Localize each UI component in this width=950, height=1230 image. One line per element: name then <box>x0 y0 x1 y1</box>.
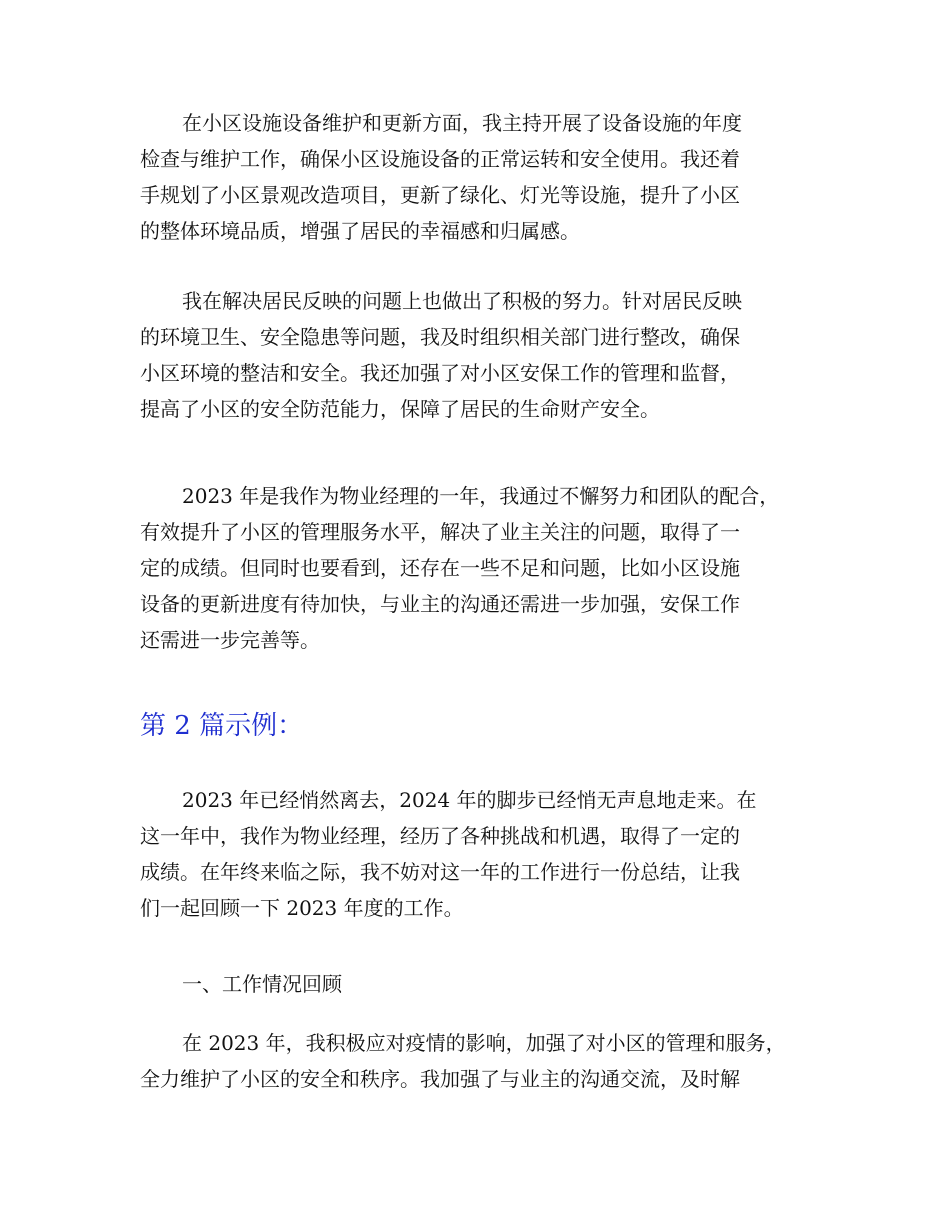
text-line: 在 2023 年，我积极应对疫情的影响，加强了对小区的管理和服务， <box>182 1031 786 1055</box>
section-heading: 第 2 篇示例： <box>140 711 304 741</box>
text-line: 2023 年是我作为物业经理的一年，我通过不懈努力和团队的配合， <box>182 484 780 508</box>
text-line: 检查与维护工作，确保小区设施设备的正常运转和安全使用。我还着 <box>140 147 740 171</box>
text-line: 的整体环境品质，增强了居民的幸福感和归属感。 <box>140 219 580 243</box>
text-line: 在小区设施设备维护和更新方面，我主持开展了设备设施的年度 <box>182 111 742 135</box>
text-line: 有效提升了小区的管理服务水平，解决了业主关注的问题，取得了一 <box>140 520 740 544</box>
text-line: 全力维护了小区的安全和秩序。我加强了与业主的沟通交流，及时解 <box>140 1067 740 1091</box>
text-line: 提高了小区的安全防范能力，保障了居民的生命财产安全。 <box>140 397 660 421</box>
paragraph-year-summary <box>140 478 840 658</box>
text-line: 小区环境的整洁和安全。我还加强了对小区安保工作的管理和监督， <box>140 361 740 385</box>
paragraph-facility-maintenance <box>140 105 840 249</box>
text-line: 手规划了小区景观改造项目，更新了绿化、灯光等设施，提升了小区 <box>140 183 740 207</box>
subsection-title <box>140 966 840 1002</box>
text-line: 还需进一步完善等。 <box>140 628 320 652</box>
paragraph-introduction <box>140 782 840 926</box>
text-line: 2023 年已经悄然离去，2024 年的脚步已经悄无声息地走来。在 <box>182 788 757 812</box>
text-line: 这一年中，我作为物业经理，经历了各种挑战和机遇，取得了一定的 <box>140 824 740 848</box>
paragraph-work-review <box>140 1025 840 1097</box>
text-line: 的环境卫生、安全隐患等问题，我及时组织相关部门进行整改，确保 <box>140 325 740 349</box>
text-line: 一、工作情况回顾 <box>182 972 342 996</box>
text-line: 定的成绩。但同时也要看到，还存在一些不足和问题，比如小区设施 <box>140 556 740 580</box>
text-line: 设备的更新进度有待加快，与业主的沟通还需进一步加强，安保工作 <box>140 592 740 616</box>
paragraph-resident-issues <box>140 283 840 427</box>
text-line: 成绩。在年终来临之际，我不妨对这一年的工作进行一份总结，让我 <box>140 860 740 884</box>
text-line: 我在解决居民反映的问题上也做出了积极的努力。针对居民反映 <box>182 289 742 313</box>
text-line: 们一起回顾一下 2023 年度的工作。 <box>140 896 464 920</box>
